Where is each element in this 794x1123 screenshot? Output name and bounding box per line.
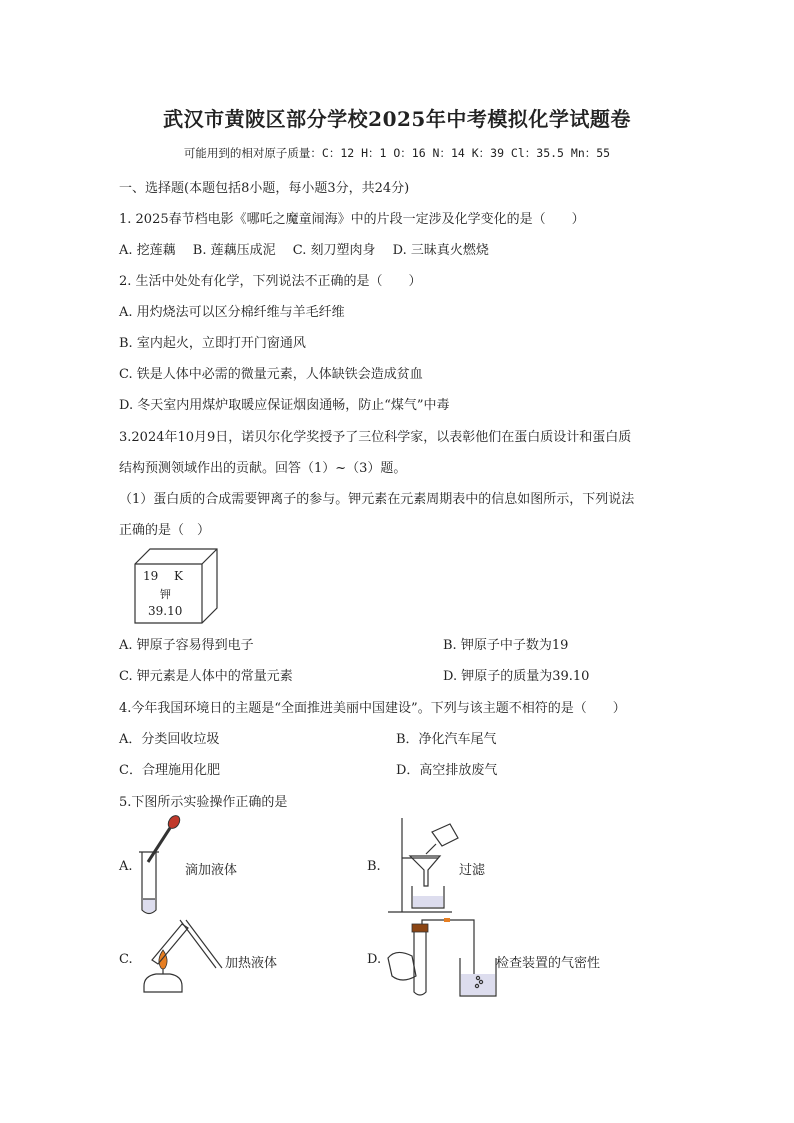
- question-3-sub1-line-1: （1）蛋白质的合成需要钾离子的参与。钾元素在元素周期表中的信息如图所示，下列说法: [119, 492, 635, 507]
- option-b-label: 过滤: [459, 863, 486, 878]
- heating-liquid-figure: [136, 916, 228, 1000]
- question-3-option-d: D. 钾原子的质量为39.10: [443, 669, 590, 684]
- question-3-stem-line-1: 3.2024年10月9日，诺贝尔化学奖授予了三位科学家，以表彰他们在蛋白质设计和蛋白质: [119, 430, 632, 445]
- question-4-stem: 4.今年我国环境日的主题是“全面推进美丽中国建设”。下列与该主题不相符的是（ ）: [119, 701, 626, 716]
- option-d-letter: D.: [367, 952, 382, 967]
- airtightness-figure: [382, 918, 500, 1000]
- question-4-option-a: A．分类回收垃圾: [119, 732, 220, 747]
- question-2-option-c: C. 铁是人体中必需的微量元素，人体缺铁会造成贫血: [119, 367, 423, 382]
- question-2-option-d: D. 冬天室内用煤炉取暖应保证烟囱通畅，防止“煤气”中毒: [119, 398, 450, 413]
- option-c-label: 加热液体: [225, 956, 278, 971]
- question-3-option-a: A. 钾原子容易得到电子: [119, 638, 254, 653]
- option-c-letter: C.: [119, 952, 133, 967]
- question-2-option-a: A. 用灼烧法可以区分棉纤维与羊毛纤维: [119, 305, 345, 320]
- question-3-sub1-line-2: 正确的是（ ）: [119, 523, 211, 538]
- option-d-label: 检查装置的气密性: [496, 956, 601, 971]
- question-1-options: A. 挖莲藕 B. 莲藕压成泥 C. 刻刀塑肉身 D. 三昧真火燃烧: [119, 243, 489, 258]
- option-a-letter: A.: [119, 859, 133, 874]
- dropper-test-tube-figure: [132, 814, 192, 916]
- question-4-option-b: B．净化汽车尾气: [396, 732, 497, 747]
- question-5-stem: 5.下图所示实验操作正确的是: [119, 795, 288, 810]
- page-title: 武汉市黄陂区部分学校2025年中考模拟化学试题卷: [163, 107, 631, 131]
- element-name: 钾: [160, 588, 171, 601]
- question-3-option-b: B. 钾原子中子数为19: [443, 638, 569, 653]
- question-4-option-c: C．合理施用化肥: [119, 763, 220, 778]
- filtration-figure: [380, 814, 464, 918]
- element-symbol: K: [174, 569, 183, 583]
- section-heading: 一、选择题(本题包括8小题，每小题3分，共24分): [119, 181, 410, 196]
- question-2-option-b: B. 室内起火，立即打开门窗通风: [119, 336, 306, 351]
- question-2-stem: 2. 生活中处处有化学，下列说法不正确的是（ ）: [119, 274, 422, 289]
- question-3-stem-line-2: 结构预测领域作出的贡献。回答（1）~（3）题。: [119, 461, 407, 476]
- atomic-masses-note: 可能用到的相对原子质量：C：12 H：1 O：16 N：14 K：39 Cl：35.5 Mn：55: [183, 146, 611, 160]
- option-b-letter: B.: [367, 859, 381, 874]
- question-4-option-d: D．高空排放废气: [396, 763, 498, 778]
- element-mass: 39.10: [148, 604, 183, 618]
- question-3-option-c: C. 钾元素是人体中的常量元素: [119, 669, 293, 684]
- question-1-stem: 1. 2025春节档电影《哪吒之魔童闹海》中的片段一定涉及化学变化的是（ ）: [119, 212, 585, 227]
- element-number: 19: [143, 569, 159, 583]
- option-a-label: 滴加液体: [185, 863, 238, 878]
